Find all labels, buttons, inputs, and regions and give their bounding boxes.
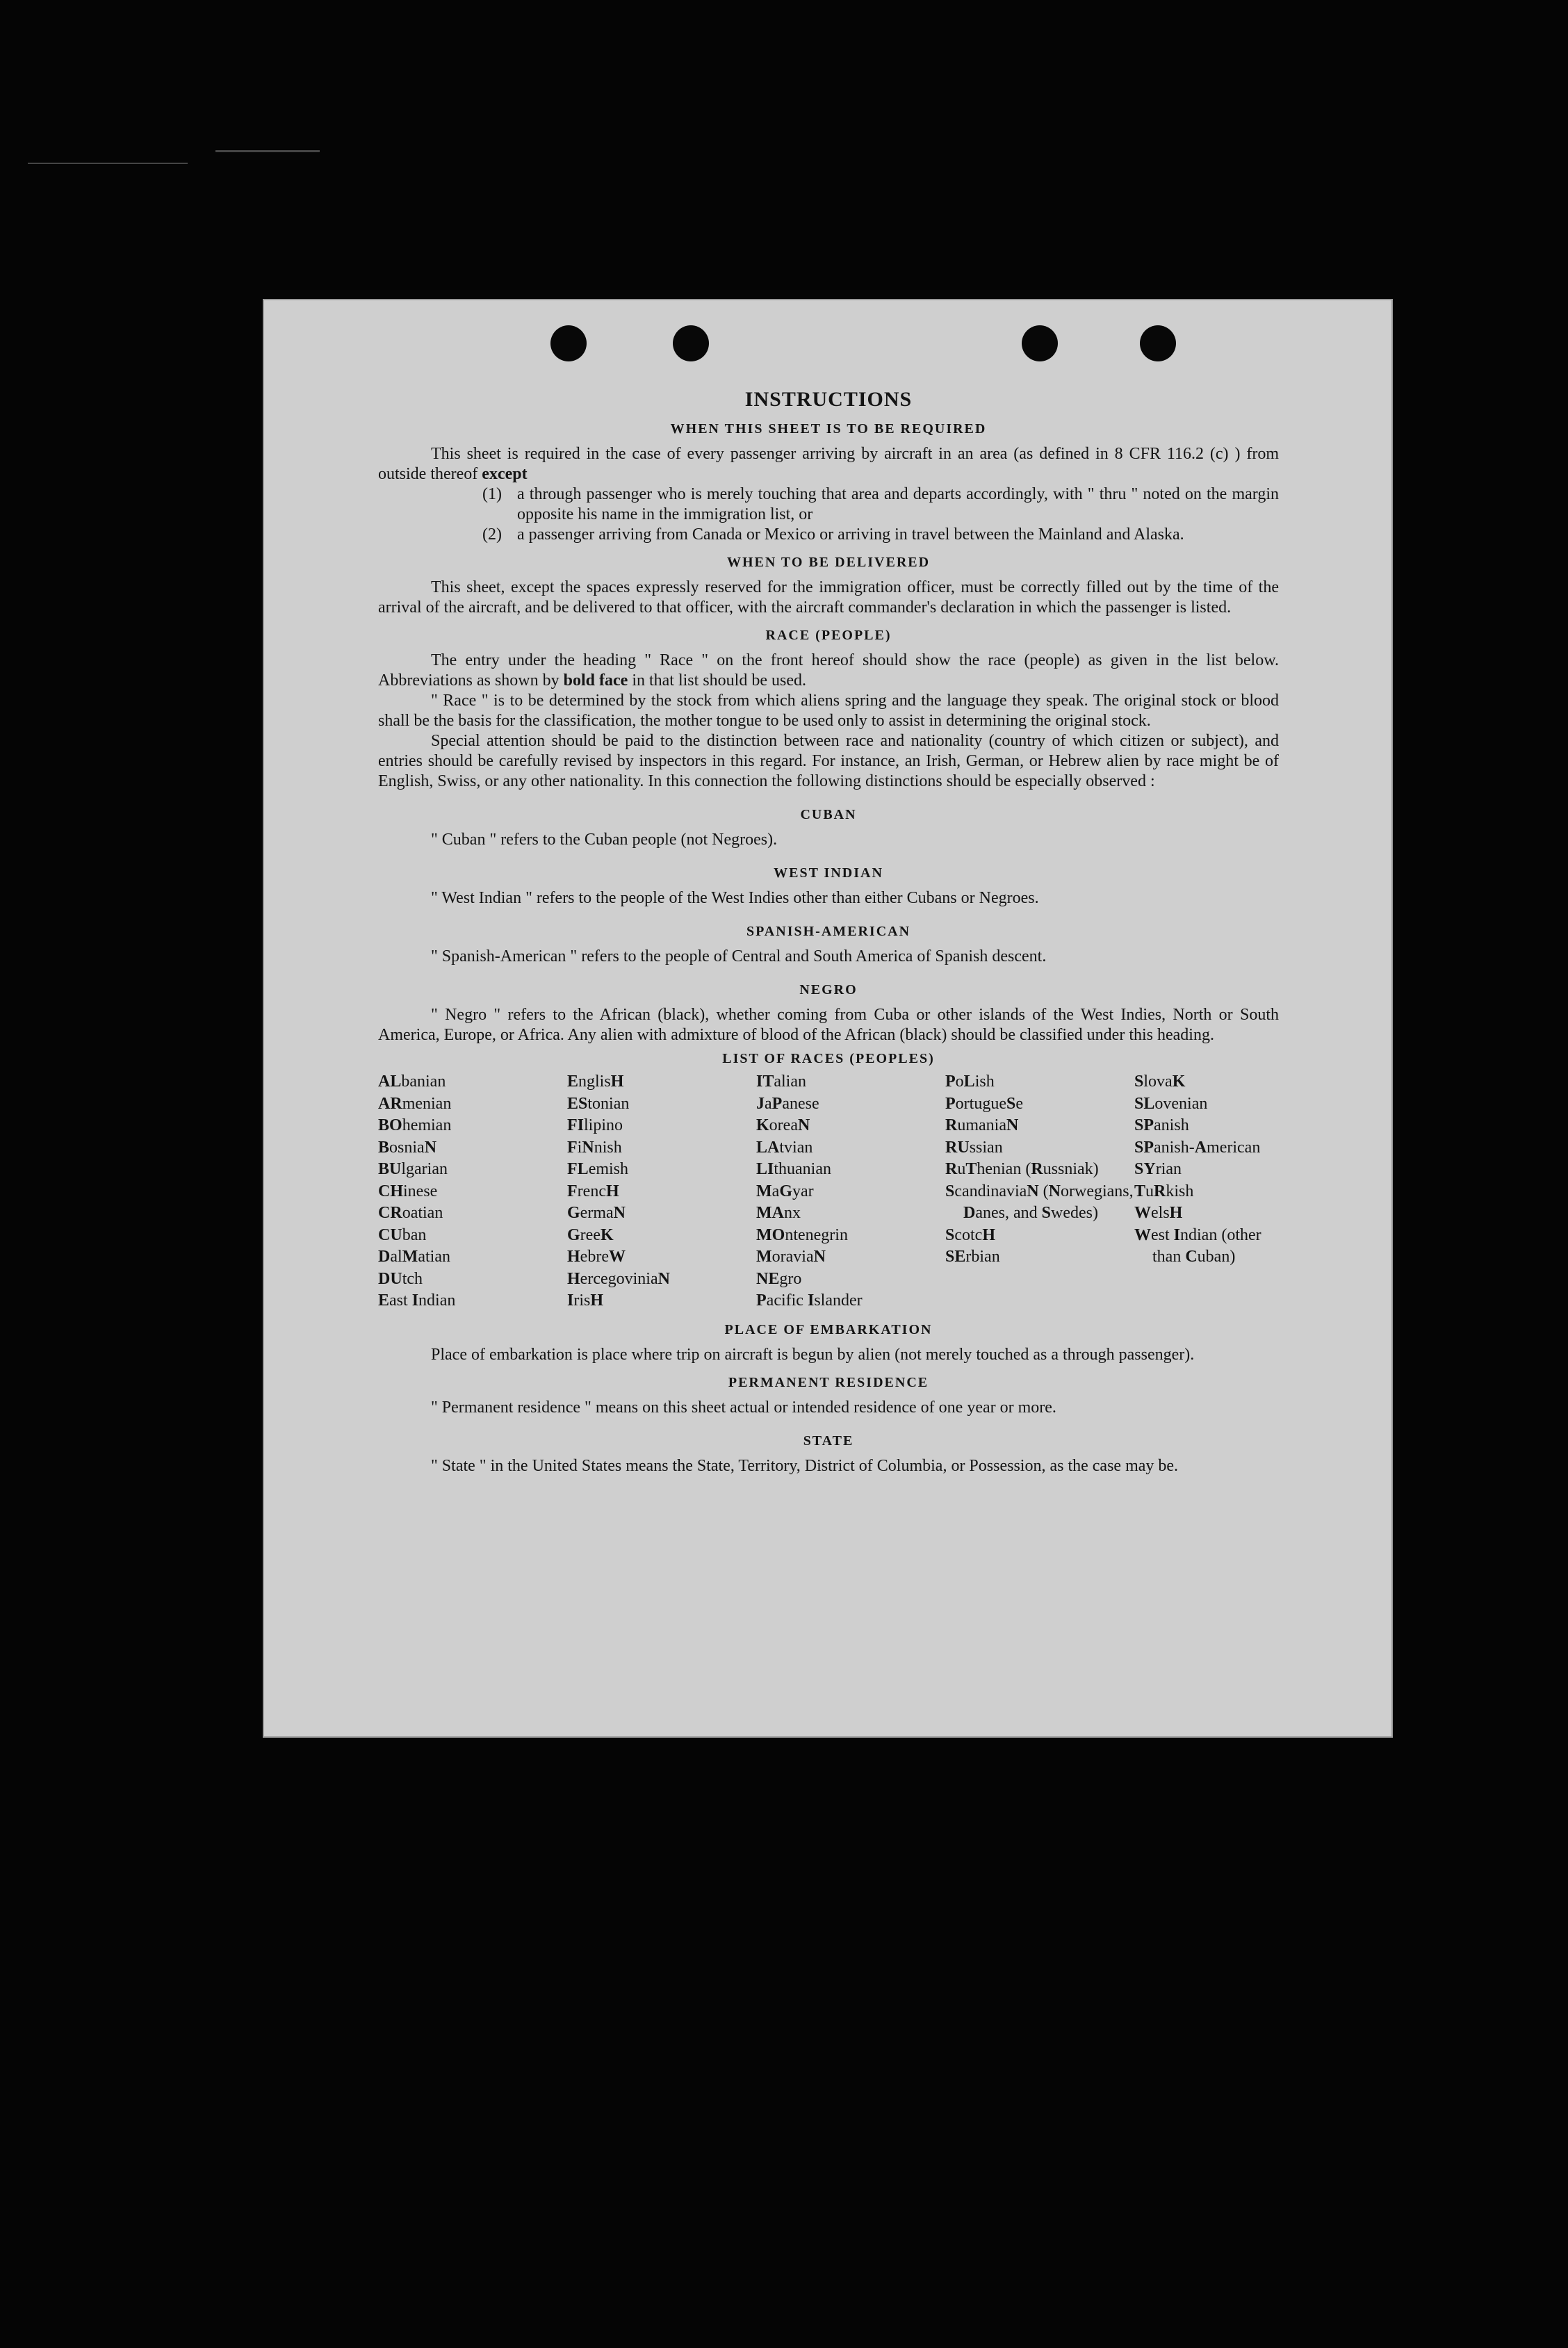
section-heading-west-indian: WEST INDIAN [774,865,883,881]
section-heading-race: RACE (PEOPLE) [765,628,892,643]
when-delivered-text: This sheet, except the spaces expressly reserved for the immigration officer, must be correctly filled out by the time of the arrival of the aircraft, and be delivered to that officer, with the aircraft commander's declaration in which the passenger is listed. [378,578,1279,617]
section-heading-cuban: CUBAN [800,807,857,822]
state-text: " State " in the United States means the State, Territory, District of Columbia, or Possession, as the case may be. [431,1456,1179,1475]
list-item: (1) a through passenger who is merely touching that area and departs accordingly, with " thru " noted on the margin opposite his name in the immigration list, or [482,485,1279,523]
race-entry: IrisH [567,1291,604,1310]
race-entry: FLemish [567,1160,629,1178]
punch-hole [673,325,709,361]
scan-artifact [28,163,188,164]
race-paragraph-3: Special attention should be paid to the distinction between race and nationality (country of which citizen or subject), and entries should be carefully revised by inspectors in this regard. For instance, an Irish, German, or Hebrew alien by race might be of English, Swiss, or any other nationality. In this connection the following distinctions should be especially observed : [378,732,1279,790]
permanent-residence-text: " Permanent residence " means on this sheet actual or intended residence of one year or more. [431,1398,1056,1417]
race-entry: BUlgarian [378,1160,448,1178]
section-heading-embarkation: PLACE OF EMBARKATION [724,1321,933,1337]
race-entry: DalMatian [378,1248,450,1266]
race-entry: WelsH [1134,1204,1183,1222]
race-entry: LIthuanian [756,1160,831,1178]
race-entry: Pacific Islander [756,1291,863,1310]
races-table [378,1071,1279,1312]
race-column [945,1071,1134,1312]
race-entry: CUban [378,1225,427,1244]
race-entry: SlovaK [1134,1073,1186,1091]
race-paragraph-1: The entry under the heading " Race " on the front hereof should show the race (people) as given in the list below. Abbreviations as shown by bold face in that list should be used. [378,651,1279,690]
race-entry: NEgro [756,1269,802,1288]
race-entry: ScotcH [945,1225,996,1244]
race-entry: FIlipino [567,1116,623,1134]
race-entry: TuRkish [1134,1182,1194,1200]
race-entry: EStonian [567,1094,630,1113]
page-title: INSTRUCTIONS [744,388,913,411]
race-entry: East Indian [378,1291,456,1310]
race-entry: SErbian [945,1248,1000,1266]
race-entry: DUtch [378,1269,423,1288]
race-entry: SPanish-American [1134,1138,1261,1157]
race-entry: MAnx [756,1204,801,1222]
race-column [1134,1071,1279,1312]
section-heading-spanish-american: SPANISH-AMERICAN [746,924,911,939]
race-entry: ARmenian [378,1094,452,1113]
race-column [378,1071,567,1312]
race-entry: MaGyar [756,1182,814,1200]
race-entry: RuThenian (Russniak) [945,1160,1099,1178]
section-heading-list-of-races: LIST OF RACES (PEOPLES) [722,1051,935,1066]
race-entry: GreeK [567,1225,614,1244]
race-entry: SYrian [1134,1160,1182,1178]
scan-artifact [215,150,320,152]
race-entry: JaPanese [756,1094,819,1113]
spanish-american-text: " Spanish-American " refers to the people of Central and South America of Spanish descent. [431,947,1047,965]
race-entry: RumaniaN [945,1116,1019,1134]
race-entry: SLovenian [1134,1094,1208,1113]
race-entry: HebreW [567,1248,626,1266]
race-entry: FrencH [567,1182,619,1200]
race-entry: BOhemian [378,1116,452,1134]
race-entry: PortugueSe [945,1094,1023,1113]
race-entry: West Indian (other than Cuban) [1134,1225,1261,1266]
race-paragraph-2: " Race " is to be determined by the stock from which aliens spring and the language they speak. The original stock or blood shall be the basis for the classification, the mother tongue to be used only to assist in determining the original stock. [378,692,1279,730]
list-item: (2) a passenger arriving from Canada or Mexico or arriving in travel between the Mainland and Alaska. [482,525,1184,544]
race-entry: MOntenegrin [756,1225,848,1244]
section-heading-permanent-residence: PERMANENT RESIDENCE [728,1374,929,1390]
race-entry: SPanish [1134,1116,1189,1134]
punch-hole [1140,325,1176,361]
race-entry: GermaN [567,1204,626,1222]
race-entry: ALbanian [378,1073,446,1091]
race-entry: HercegoviniaN [567,1269,670,1288]
punch-hole [1022,325,1058,361]
embarkation-text: Place of embarkation is place where trip on aircraft is begun by alien (not merely touched as a through passenger). [431,1345,1195,1364]
negro-text: " Negro " refers to the African (black), whether coming from Cuba or other islands of the West Indies, North or South America, Europe, or Africa. Any alien with admixture of blood of the African (black) should be classified under this heading. [378,1006,1279,1044]
race-entry: MoraviaN [756,1248,826,1266]
race-column [756,1071,945,1312]
section-heading-negro: NEGRO [799,982,858,997]
race-entry: CHinese [378,1182,438,1200]
race-column [567,1071,756,1312]
race-entry: LAtvian [756,1138,813,1157]
section-heading-when-required: WHEN THIS SHEET IS TO BE REQUIRED [670,421,987,437]
when-required-intro: This sheet is required in the case of every passenger arriving by aircraft in an area (as defined in 8 CFR 116.2 (c) ) from outside thereof except [378,445,1279,483]
race-entry: ScandinaviaN (Norwegians, Danes, and Swedes) [945,1182,1134,1222]
race-entry: PoLish [945,1073,995,1091]
race-entry: RUssian [945,1138,1003,1157]
section-heading-state: STATE [803,1433,854,1449]
race-entry: ITalian [756,1073,806,1091]
document-page [263,299,1393,1738]
punch-hole [550,325,587,361]
section-heading-when-delivered: WHEN TO BE DELIVERED [726,555,931,570]
race-entry: CRoatian [378,1204,443,1222]
instructions-content [378,388,1279,1476]
cuban-text: " Cuban " refers to the Cuban people (not Negroes). [431,831,778,849]
race-entry: BosniaN [378,1138,437,1157]
race-entry: EnglisH [567,1073,624,1091]
race-entry: FiNnish [567,1138,622,1157]
west-indian-text: " West Indian " refers to the people of the West Indies other than either Cubans or Negroes. [431,889,1039,907]
race-entry: KoreaN [756,1116,810,1134]
